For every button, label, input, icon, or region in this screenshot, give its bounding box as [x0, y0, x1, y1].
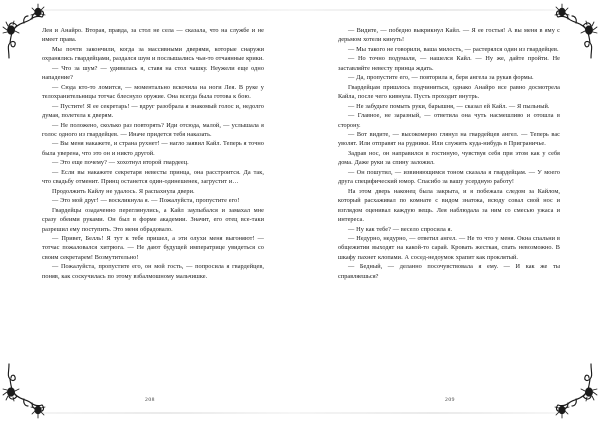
- page-right: [300, 0, 600, 422]
- paragraph: Гвардейцы озадаченно переглянулись, а Кайл заулыбался и замахал мне сразу обеими руками. Он был в форме академии. Значит, его отец все-таки разрешил ему поступить. Это меня обрадовало.: [42, 206, 264, 233]
- paragraph: — Что за шум? — удивилась я, ставя на стол чашку. Неужели еще одно нападение?: [42, 64, 264, 82]
- paragraph: Гвардейцам пришлось подчиниться, однако Анайро все равно досмотрела Кайла, после чего кивнула. Пусть проходит внутрь.: [338, 83, 560, 101]
- paragraph: — Не положено, сколько раз повторять? Иди отсюда, малой, — услышала я голос одного из гвардейцев. — Иначе придется тебя наказать.: [42, 121, 264, 138]
- paragraph: — Ну как тебе? — весело спросила я.: [348, 225, 453, 233]
- paragraph: — Это еще почему? — хохотнул второй гвардеец.: [52, 159, 189, 167]
- paragraph: — Но точно подумали, — нашелся Кайл. — Ну же, дайте пройти. Не заставляйте невесту принца ждать.: [338, 55, 560, 72]
- paragraph: — Пустите! Я ее секретарь! — вдруг разобрала я знакомый голос и, недолго думая, полетела к дверям.: [42, 102, 264, 120]
- paragraph: — Вы меня накажете, и страна рухнет! — нагло заявил Кайл. Теперь я точно была уверена, что это он и никто другой.: [42, 140, 264, 157]
- paragraph: — Главное, не заразный, — ответила она чуть насмешливо и отошла в сторону.: [338, 112, 560, 129]
- paragraph: — Привет, Белль! Я тут к тебе пришел, а эти олухи меня выгоняют! — тотчас пожаловался хитрюга. — Не дают будущей императрице увидеться со своим секретарем! Возмутительно!: [42, 234, 264, 261]
- paragraph: — Недурно, недурно, — ответил ангел. — Не то что у меня. Окна спальни в общежитии выходят на какой-то сарай. Кровать жесткая, спать невозможно. В шкафу пахнет клопами. А сосед-недоумок храпит как проклятый.: [338, 234, 560, 261]
- paragraph: Продолжить Кайлу не удалось. Я распахнула двери.: [52, 187, 195, 195]
- paragraph: — Мы такого не говорили, ваша милость, — растерялся один из гвардейцев.: [348, 45, 559, 53]
- paragraph: — Это мой друг! — воскликнула я. — Пожалуйста, пропустите его!: [52, 197, 240, 205]
- paragraph: — Сюда кто-то ломится, — моментально вскочила на ноги Лея. В руке у телохранительницы тотчас блеснуло оружие. Она всегда была готова к бою.: [42, 83, 264, 101]
- paragraph: Задрав нос, он направился в гостиную, чувствуя себя при этом как у себя дома. Даже руки за спину заложил.: [338, 149, 560, 167]
- paragraph: — Вот видите, — высокомерно глянул на гвардейцев ангел. — Теперь вас уволят. Или отправят на рудники. Или служить куда-нибудь в Приграничье.: [338, 130, 560, 148]
- page-number: 209: [445, 397, 455, 403]
- page-top-rule: [300, 9, 564, 11]
- page-bottom-rule: [32, 412, 300, 414]
- paragraph: Мы почти закончили, когда за массивными дверями, которые снаружи охранялись гвардейцами, раздался шум и послышались чьи-то отчаянные крики.: [42, 45, 264, 63]
- paragraph: — Пожалуйста, пропустите его, он мой гость, — попросила я гвардейцев, поняв, как соскучилась по этому взбалмошному мальчишке.: [42, 263, 264, 280]
- page-bottom-rule: [300, 412, 568, 414]
- page-top-rule: [36, 9, 300, 11]
- paragraph: — Бедный, — деланно посочувствовала я ему. — И как же ты справляешься?: [338, 263, 560, 280]
- paragraph: — Он пошутил, — извиняющимся тоном сказала я гвардейцам. — У моего друга специфический юмор. Спасибо за вашу усердную работу!: [338, 168, 560, 186]
- paragraph: — Видите, — победно выкрикнул Кайл. — Я ее гостья! А вы меня в яму с дерьмом хотели кинуть!: [338, 27, 560, 44]
- page-text-left: [42, 26, 264, 376]
- paragraph: На этом дверь наконец была закрыта, и я побежала следом за Кайлом, который расхаживал по комнате с видом знатока, всюду совал свой нос и взглядом оценивал каждую вещь. Лея наблюдала за ним со смесью ужаса и интереса.: [338, 187, 560, 224]
- paragraph: — Не забудьте помыть руки, барышня, — сказал ей Кайл. — Я пыльный.: [348, 102, 550, 110]
- paragraph: — Если вы накажете секретаря невесты принца, она расстроится. Да так, что свадьбу отменит. Принц останется один-одинешенек, загрустит и…: [42, 168, 264, 186]
- page-text-right: [338, 26, 560, 376]
- paragraph: Лея и Анайро. Вторая, правда, за стол не села — сказала, что на службе и не имеет права.: [42, 27, 264, 44]
- page-number: 208: [145, 397, 155, 403]
- paragraph: — Да, пропустите его, — повторила я, беря ангела за рукав формы.: [348, 74, 534, 82]
